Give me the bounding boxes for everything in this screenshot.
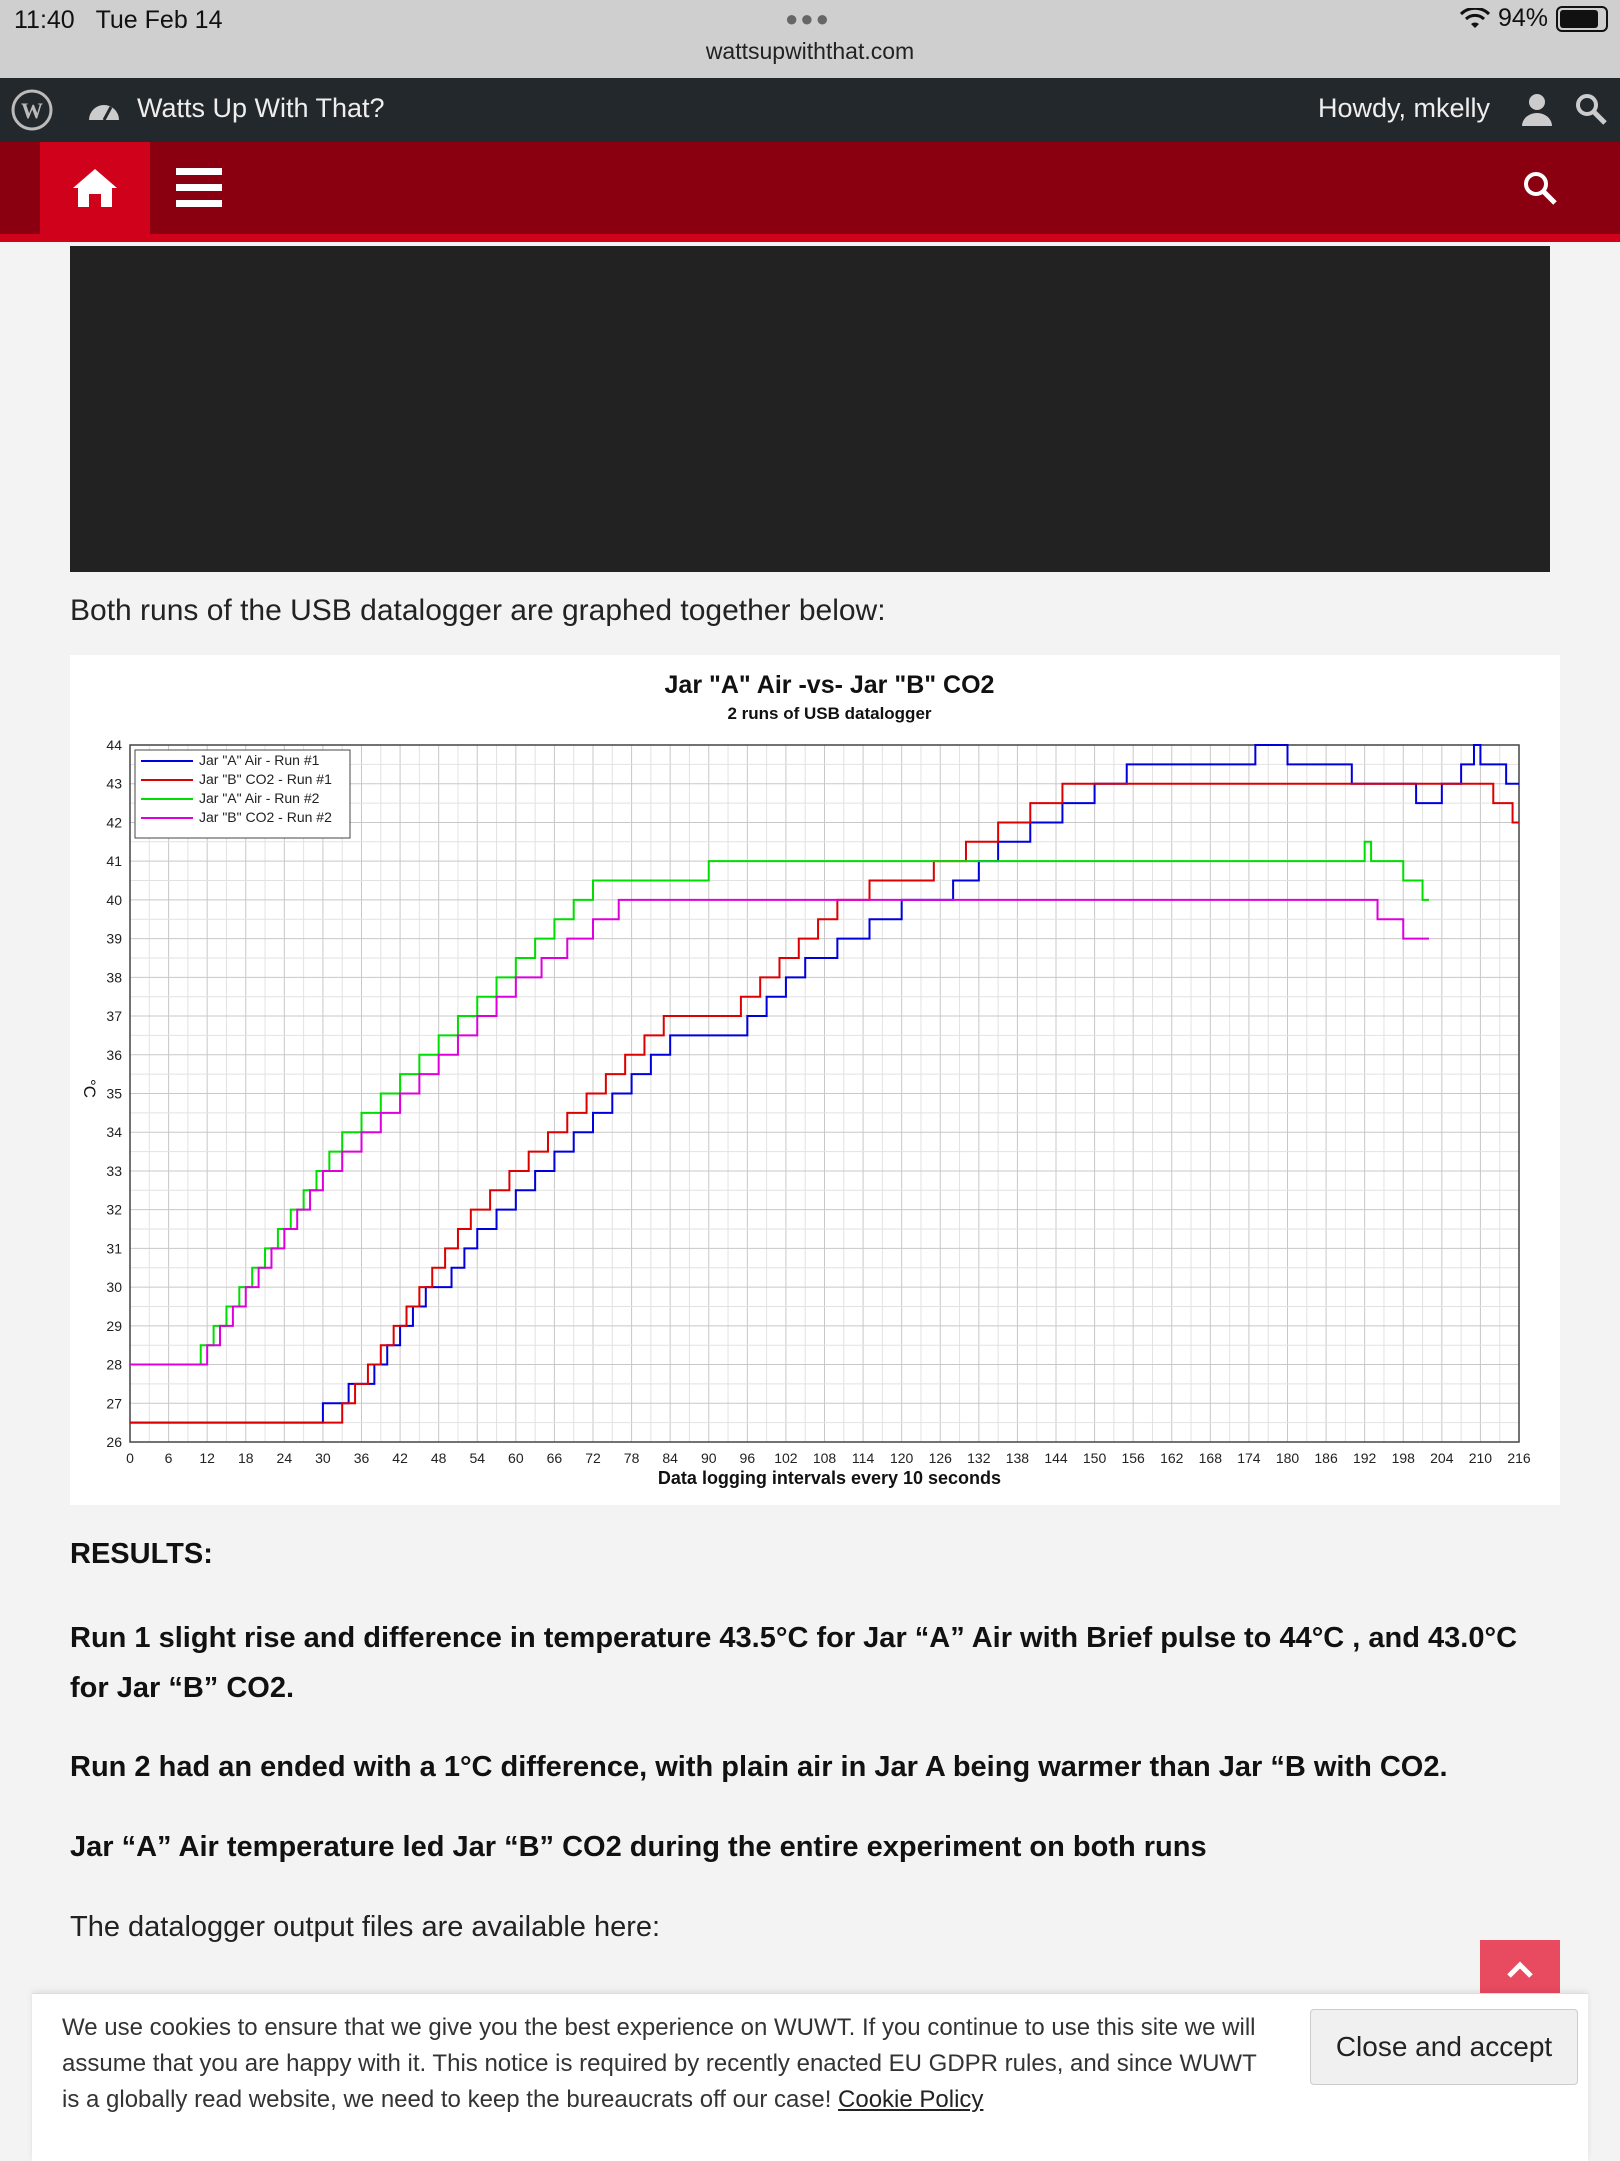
back-to-top-button[interactable]: [1480, 1940, 1560, 2000]
clock-time: 11:40: [14, 6, 75, 34]
x-tick-label: 12: [199, 1450, 215, 1466]
y-tick-label: 34: [106, 1124, 122, 1141]
results-heading: RESULTS:: [70, 1538, 213, 1570]
y-tick-label: 44: [106, 737, 122, 753]
x-tick-label: 18: [237, 1450, 254, 1466]
x-tick-label: 210: [1468, 1450, 1493, 1466]
x-tick-label: 198: [1391, 1450, 1415, 1466]
x-tick-label: 162: [1160, 1450, 1184, 1466]
svg-text:W: W: [21, 98, 43, 123]
legend-label-3: Jar "A" Air - Run #2: [199, 790, 320, 806]
x-tick-label: 108: [812, 1450, 837, 1466]
y-tick-label: 31: [106, 1240, 122, 1257]
result-paragraph-1: Run 1 slight rise and difference in temperature 43.5°C for Jar “A” Air with Brief pulse to 44°C , and 43.0°C for Jar “B” CO2.: [70, 1622, 1518, 1704]
y-tick-label: 33: [106, 1162, 122, 1179]
result-paragraph-3: Jar “A” Air temperature led Jar “B” CO2 during the entire experiment on both runs: [70, 1831, 1207, 1863]
x-tick-label: 6: [164, 1450, 173, 1466]
y-tick-label: 30: [106, 1279, 122, 1296]
y-tick-label: 27: [106, 1395, 122, 1412]
intro-text: Both runs of the USB datalogger are graphed together below:: [70, 594, 886, 627]
y-tick-label: 38: [106, 969, 122, 986]
multitasking-dots-icon[interactable]: ●●●: [785, 6, 831, 31]
x-tick-label: 90: [700, 1450, 717, 1466]
y-tick-label: 29: [106, 1317, 122, 1334]
x-tick-label: 84: [662, 1450, 678, 1466]
battery-icon: [1556, 6, 1608, 32]
x-tick-label: 138: [1005, 1450, 1030, 1466]
ios-status-bar: [0, 0, 1620, 78]
clock-date: Tue Feb 14: [95, 6, 223, 34]
x-tick-label: 192: [1352, 1450, 1377, 1466]
x-tick-label: 120: [889, 1450, 914, 1466]
x-tick-label: 180: [1275, 1450, 1300, 1466]
x-axis-label: Data logging intervals every 10 seconds: [657, 1468, 1002, 1488]
x-tick-label: 150: [1082, 1450, 1107, 1466]
embedded-video-player[interactable]: [70, 246, 1550, 572]
y-tick-label: 41: [106, 853, 122, 870]
battery-percent: 94%: [1497, 4, 1548, 32]
search-icon[interactable]: [1522, 170, 1558, 206]
hamburger-menu-icon[interactable]: [174, 166, 224, 210]
x-tick-label: 42: [392, 1450, 408, 1466]
close-and-accept-button[interactable]: Close and accept: [1310, 2009, 1578, 2085]
series-line-3: [130, 842, 1429, 1365]
home-button[interactable]: [40, 142, 150, 234]
x-tick-label: 72: [585, 1450, 601, 1466]
site-name-link[interactable]: Watts Up With That?: [137, 93, 385, 123]
x-tick-label: 114: [851, 1450, 875, 1466]
battery-fill: [1560, 10, 1598, 28]
x-tick-label: 0: [126, 1450, 134, 1466]
home-icon: [70, 166, 120, 210]
user-avatar-icon[interactable]: [1520, 92, 1554, 128]
x-tick-label: 66: [546, 1450, 563, 1466]
wp-admin-bar: [0, 78, 1620, 142]
nav-accent-line: [0, 234, 1620, 242]
y-tick-label: 37: [106, 1008, 122, 1025]
y-tick-label: 40: [106, 891, 122, 908]
x-tick-label: 204: [1430, 1450, 1454, 1466]
chart-title: Jar "A" Air -vs- Jar "B" CO2: [664, 671, 995, 699]
y-tick-label: 26: [106, 1434, 122, 1450]
search-icon[interactable]: [1574, 92, 1608, 126]
x-tick-label: 174: [1237, 1450, 1261, 1466]
x-tick-label: 168: [1198, 1450, 1223, 1466]
x-tick-label: 132: [967, 1450, 991, 1466]
status-indicators: [1460, 4, 1608, 33]
howdy-user-link[interactable]: Howdy, mkelly: [1317, 93, 1490, 123]
y-tick-label: 36: [106, 1046, 122, 1063]
x-tick-label: 78: [623, 1450, 640, 1466]
x-tick-label: 36: [353, 1450, 370, 1466]
chart-svg: [70, 655, 1560, 1505]
temperature-chart: [70, 655, 1560, 1505]
y-tick-label: 28: [106, 1356, 122, 1373]
y-tick-label: 43: [106, 775, 122, 792]
x-tick-label: 216: [1507, 1450, 1531, 1466]
x-tick-label: 144: [1044, 1450, 1068, 1466]
cookie-notice: [32, 1993, 1588, 2161]
x-tick-label: 48: [430, 1450, 447, 1466]
site-navigation: [0, 142, 1620, 242]
dashboard-gauge-icon[interactable]: [86, 94, 122, 126]
status-time: [14, 6, 223, 35]
wordpress-logo-icon[interactable]: [10, 88, 54, 132]
y-tick-label: 35: [106, 1085, 122, 1102]
x-tick-label: 156: [1121, 1450, 1145, 1466]
x-tick-label: 30: [315, 1450, 331, 1466]
wifi-icon: [1460, 8, 1490, 30]
y-tick-label: 39: [106, 930, 122, 947]
legend-label-1: Jar "A" Air - Run #1: [199, 752, 320, 768]
x-tick-label: 96: [739, 1450, 756, 1466]
legend-label-2: Jar "B" CO2 - Run #1: [199, 771, 332, 787]
address-bar-url[interactable]: wattsupwiththat.com: [705, 38, 915, 64]
y-tick-label: 32: [106, 1201, 122, 1218]
x-tick-label: 126: [928, 1450, 952, 1466]
legend-label-4: Jar "B" CO2 - Run #2: [199, 809, 332, 825]
chart-subtitle: 2 runs of USB datalogger: [727, 704, 932, 723]
result-paragraph-2: Run 2 had an ended with a 1°C difference, with plain air in Jar A being warmer than Jar “B with CO2.: [70, 1751, 1448, 1783]
x-tick-label: 102: [774, 1450, 798, 1466]
cookie-notice-message: We use cookies to ensure that we give you the best experience on WUWT. If you continue to use this site we will assume that you are happy with it. This notice is required by recently enacted EU GDPR rules, and since WUWT is a globally read website, we need to keep the bureaucrats off our case!: [62, 2014, 1257, 2113]
x-tick-label: 54: [469, 1450, 486, 1466]
x-tick-label: 24: [276, 1450, 293, 1466]
output-files-paragraph: The datalogger output files are available here:: [70, 1911, 661, 1943]
cookie-policy-link[interactable]: Cookie Policy: [838, 2086, 984, 2113]
y-tick-label: 42: [106, 814, 122, 831]
x-tick-label: 60: [508, 1450, 524, 1466]
x-tick-label: 186: [1314, 1450, 1338, 1466]
cookie-notice-text: [62, 2010, 1262, 2118]
chevron-up-icon: [1506, 1961, 1534, 1979]
y-axis-label: °C: [80, 1078, 99, 1099]
